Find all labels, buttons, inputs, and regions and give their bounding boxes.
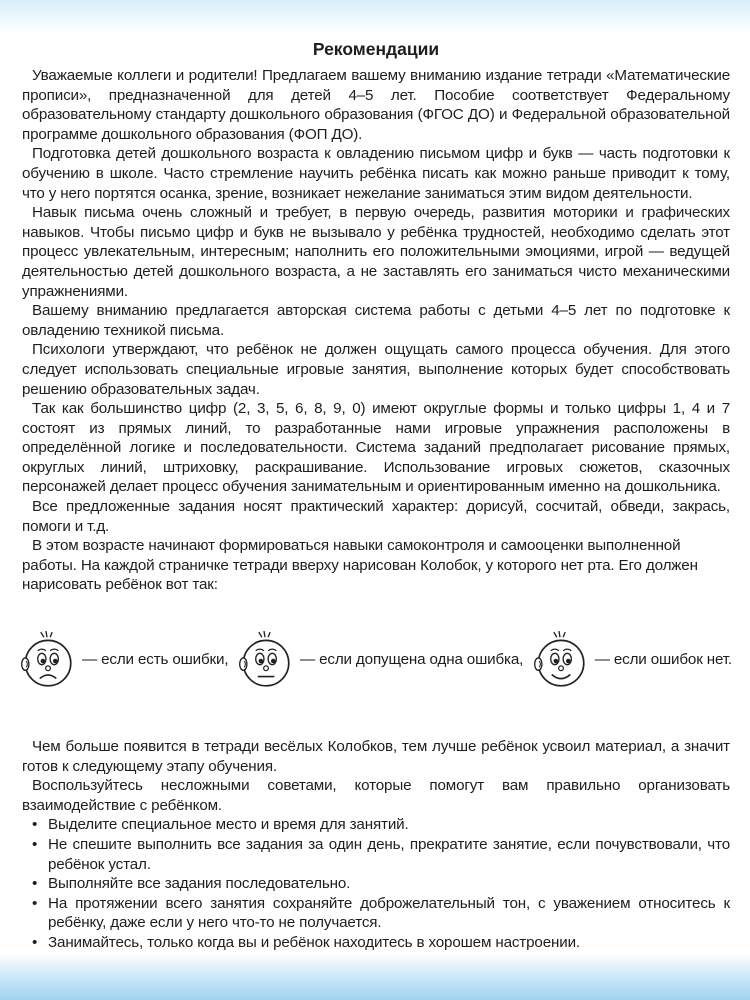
page-title: Рекомендации (312, 39, 440, 59)
tasks-paragraph: Все предложенные задания носят практический характер: дорисуй, сосчитай, обведи, закрась, помоги и т.д. (22, 498, 730, 535)
face-item-no-errors (529, 629, 732, 691)
preparation-paragraph: Подготовка детей дошкольного возраста к овладению письмом цифр и букв — часть подготовки к обучению в школе. Часто стремление научить ребёнка писать как можно раньше приводит к тому, что у него портятся осанка, зрение, возникает нежелание заниматься этим видом деятельности. (22, 145, 730, 202)
system-paragraph: Вашему вниманию предлагается авторская система работы с детьми 4–5 лет по подготовке к овладению техникой письма. (22, 302, 730, 339)
advice-item: • Выделите специальное место и время для занятий. (22, 815, 730, 835)
digits-paragraph: Так как большинство цифр (2, 3, 5, 6, 8, 9, 0) имеют округлые формы и только цифры 1, 4 и 7 состоят из прямых линий, то разработанные нами игровые упражнения расположены в определённой логике и последовательности. Система заданий предполагает рисование прямых, округлых линий, штриховку, раскрашивание. Использование игровых сюжетов, сказочных персонажей делает процесс обучения занимательным и ориентированным именно на дошкольника. (22, 400, 730, 496)
kolobok-faces-row (16, 617, 732, 703)
face-item-errors (16, 629, 228, 691)
advice-item: • Не спешите выполнить все задания за один день, прекратите занятие, если почувствовали, что ребёнок устал. (22, 835, 730, 874)
face-item-one-error (234, 629, 523, 691)
self-control-paragraph: В этом возрасте начинают формироваться навыки самоконтроля и самооценки выполненной работы. На каждой страничке тетради вверху нарисован Колобок, у которого нет рта. Его должен нарисовать ребёнок вот так: (22, 537, 698, 594)
face-caption-no-errors: — если ошибок нет. (594, 651, 732, 669)
advice-list (22, 815, 730, 952)
psychology-paragraph: Психологи утверждают, что ребёнок не должен ощущать самого процесса обучения. Для этого следует использовать специальные игровые занятия, выполнение которых будет способствовать решению образовательных задач. (22, 341, 730, 398)
intro-paragraph: Уважаемые коллеги и родители! Предлагаем вашему вниманию издание тетради «Математические прописи», предназначенной для детей 4–5 лет. Пособие соответствует Федеральному образовательному стандарту дошкольного образования (ФГОС ДО) и Федеральной образовательной программе дошкольного образования (ФОП ДО). (22, 67, 730, 143)
writing-skill-paragraph: Навык письма очень сложный и требует, в первую очередь, развития моторики и графических навыков. Чтобы письмо цифр и букв не вызывало у ребёнка трудностей, необходимо сделать этот процесс увлекательным, интересным; наполнить его положительными эмоциями, игрой — ведущей деятельностью детей дошкольного возраста, а не заставлять его заниматься чисто механическими упражнениями. (22, 204, 730, 300)
advice-intro-paragraph: Воспользуйтесь несложными советами, которые помогут вам правильно организовать взаимодействие с ребёнком. (22, 777, 730, 814)
face-caption-one-error: — если допущена одна ошибка, (299, 651, 524, 669)
advice-item: • Выполняйте все задания последовательно. (22, 874, 730, 894)
happy-kolobok-icon (529, 629, 591, 691)
face-caption-errors: — если есть ошибки, (82, 651, 229, 669)
advice-item: • Занимайтесь, только когда вы и ребёнок находитесь в хорошем настроении. (22, 933, 730, 953)
top-decorative-band (0, 0, 750, 34)
page-content (22, 38, 730, 953)
result-paragraph: Чем больше появится в тетради весёлых Колобков, тем лучше ребёнок усвоил материал, а значит готов к следующему этапу обучения. (22, 738, 730, 775)
advice-item: • На протяжении всего занятия сохраняйте доброжелательный тон, с уважением относитесь к ребёнку, даже если у него что-то не получается. (22, 894, 730, 933)
sad-kolobok-icon (16, 629, 78, 691)
neutral-kolobok-icon (234, 629, 296, 691)
bottom-decorative-band (0, 954, 750, 1000)
